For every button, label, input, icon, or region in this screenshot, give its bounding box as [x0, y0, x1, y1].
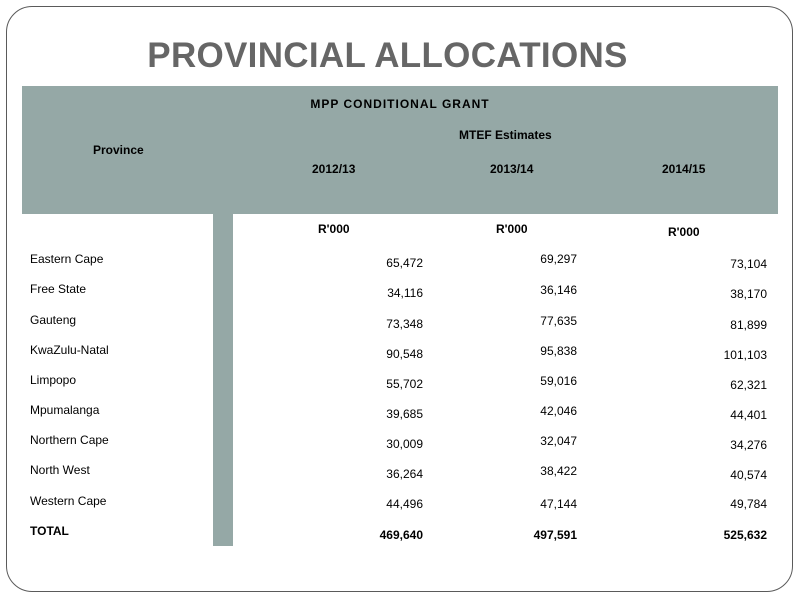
total-label: TOTAL	[30, 524, 69, 538]
allocation-value-v3: 49,784	[730, 497, 767, 511]
year-header-2012: 2012/13	[312, 162, 356, 176]
allocation-value-v3: 62,321	[730, 378, 767, 392]
province-name: Free State	[30, 282, 87, 296]
year-header-2014: 2014/15	[662, 162, 706, 176]
unit-label-col3: R'000	[668, 225, 700, 239]
total-value-v2: 497,591	[533, 528, 577, 542]
province-name: Eastern Cape	[30, 252, 104, 266]
column-divider	[213, 214, 233, 546]
allocation-value-v2: 69,297	[540, 252, 577, 266]
allocation-value-v2: 38,422	[540, 464, 577, 478]
province-header: Province	[93, 143, 144, 157]
allocation-value-v3: 81,899	[730, 318, 767, 332]
allocation-value-v2: 36,146	[540, 283, 577, 297]
allocation-value-v1: 65,472	[386, 256, 423, 270]
allocation-value-v1: 36,264	[386, 467, 423, 481]
allocation-value-v2: 32,047	[540, 434, 577, 448]
allocation-value-v1: 55,702	[386, 377, 423, 391]
allocation-value-v1: 30,009	[386, 437, 423, 451]
allocation-value-v1: 44,496	[386, 497, 423, 511]
province-name: Mpumalanga	[30, 403, 100, 417]
allocation-value-v2: 59,016	[540, 374, 577, 388]
province-name: Limpopo	[30, 373, 77, 387]
allocation-value-v3: 73,104	[730, 257, 767, 271]
year-header-2013: 2013/14	[490, 162, 534, 176]
province-name: Gauteng	[30, 313, 77, 327]
allocation-value-v2: 42,046	[540, 404, 577, 418]
allocation-value-v3: 38,170	[730, 287, 767, 301]
total-value-v1: 469,640	[379, 528, 423, 542]
allocation-value-v1: 90,548	[386, 347, 423, 361]
allocation-value-v2: 95,838	[540, 344, 577, 358]
province-name: Northern Cape	[30, 433, 109, 447]
allocation-value-v3: 44,401	[730, 408, 767, 422]
total-value-v3: 525,632	[723, 528, 767, 542]
allocation-value-v1: 34,116	[387, 286, 423, 300]
province-name: North West	[30, 463, 90, 477]
allocation-value-v1: 73,348	[386, 317, 423, 331]
allocation-value-v2: 47,144	[540, 497, 577, 511]
allocation-value-v3: 34,276	[730, 438, 767, 452]
mtef-estimates-header: MTEF Estimates	[459, 128, 552, 142]
allocation-value-v3: 101,103	[723, 348, 767, 362]
unit-label-col2: R'000	[496, 222, 528, 236]
unit-label-col1: R'000	[318, 222, 350, 236]
allocation-value-v1: 39,685	[386, 407, 423, 421]
grant-header: MPP CONDITIONAL GRANT	[310, 97, 490, 111]
page-title: PROVINCIAL ALLOCATIONS	[147, 36, 628, 75]
allocation-value-v2: 77,635	[540, 314, 577, 328]
province-name: Western Cape	[30, 494, 107, 508]
province-name: KwaZulu-Natal	[30, 343, 109, 357]
allocation-value-v3: 40,574	[730, 468, 767, 482]
